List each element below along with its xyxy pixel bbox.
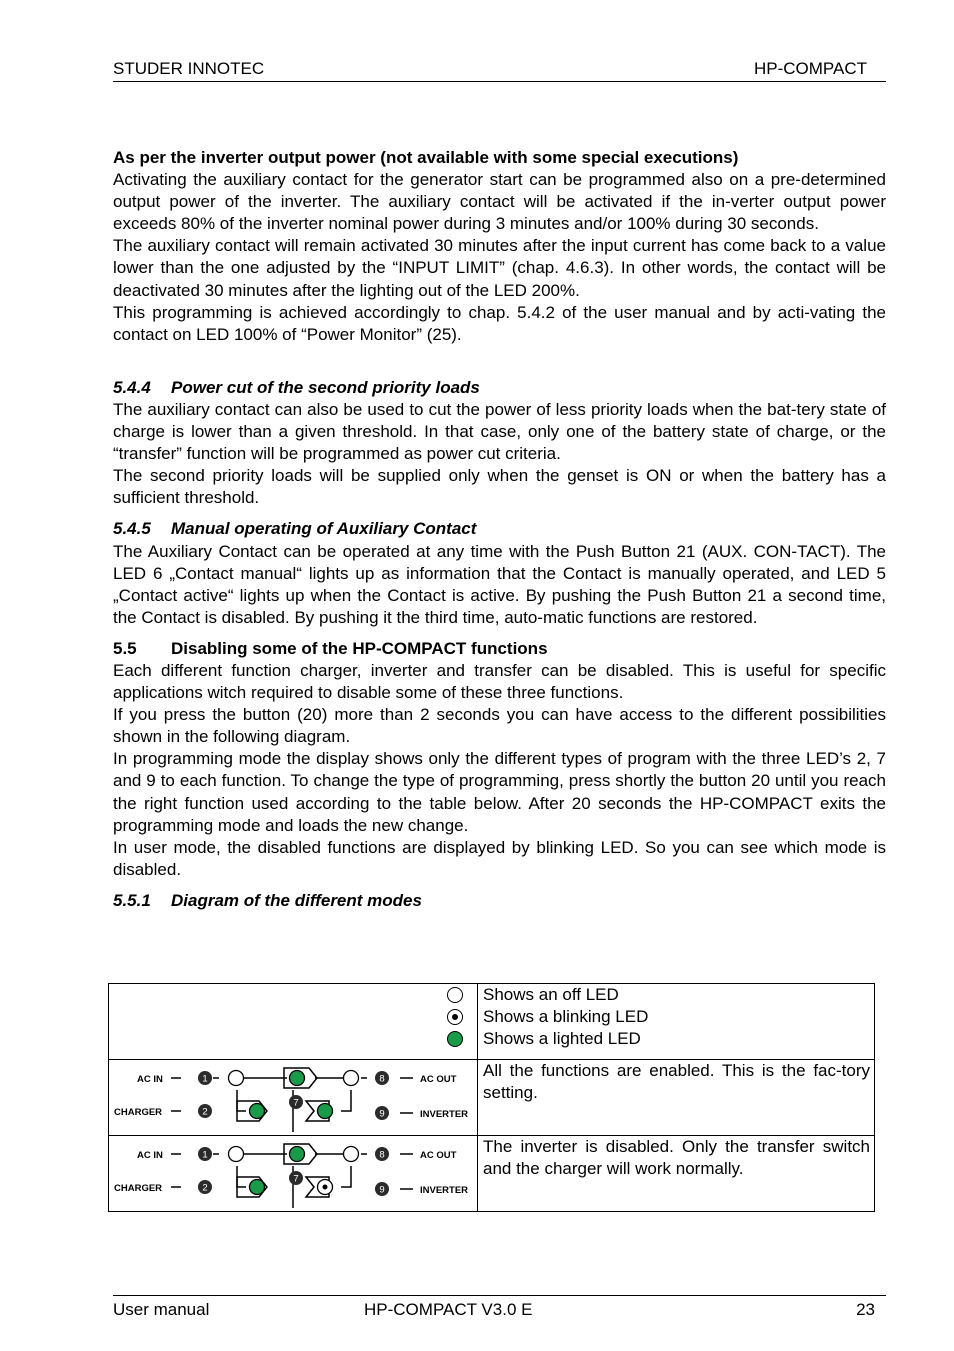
led-2-icon [250,1180,265,1195]
paragraph: In user mode, the disabled functions are displayed by blinking LED. So you can see which mode is disabled. [113,837,886,879]
led-off-icon [447,987,463,1003]
ac-in-label: AC IN [137,1150,163,1161]
led-9-blink-dot-icon [323,1185,328,1190]
legend-text-cell [478,984,875,1060]
legend-icons-cell [109,984,478,1060]
led-off-icon [344,1071,359,1086]
header-product: HP-COMPACT [753,59,867,78]
number-1-label: 1 [202,1149,208,1161]
led-inverter-on-icon [290,1071,305,1086]
led-off-icon [229,1147,244,1162]
number-7-label: 7 [293,1097,299,1109]
mode-row [109,1060,875,1136]
led-lighted-icon [447,1031,463,1047]
paragraph: This programming is achieved accordingly to chap. 5.4.2 of the user manual and by acti-vating the contact on LED 100% of “Power Monitor” (25). [113,302,886,344]
led-9-icon [318,1104,333,1119]
inverter-label: INVERTER [420,1109,469,1120]
heading-5-4-4 [113,377,886,399]
number-9-label: 9 [379,1108,385,1120]
mode-row [109,1136,875,1212]
section-number: 5.4.5 [113,519,151,539]
paragraph: If you press the button (20) more than 2 seconds you can have access to the different possibilities shown in the following diagram. [113,705,886,747]
number-1-label: 1 [202,1073,208,1085]
page-body [113,147,886,912]
section-title: Diagram of the different modes [171,890,422,910]
number-8-label: 8 [379,1073,385,1085]
heading-5-5 [113,638,886,660]
mode-description: The inverter is disabled. Only the transfer switch and the charger will work normally. [478,1136,875,1212]
led-2-icon [250,1104,265,1119]
ac-out-label: AC OUT [420,1074,457,1085]
paragraph: Activating the auxiliary contact for the generator start can be programmed also on a pre-determined output power of the inverter. The auxiliary contact will be activated if the in-verter output power exceeds 80% of the inverter nominal power during 3 minutes and/or 100% during 30 seconds. [113,170,886,234]
section-title: Manual operating of Auxiliary Contact [171,519,477,539]
diagram-cell [109,1136,478,1212]
section-number: 5.5.1 [113,890,151,910]
paragraph: Each different function charger, inverter and transfer can be disabled. This is useful for specific applications witch required to disable some of these three functions. [113,660,886,703]
legend-blink-label: Shows a blinking LED [483,1007,649,1026]
mode-description: All the functions are enabled. This is the fac-tory setting. [478,1060,875,1136]
ac-out-label: AC OUT [420,1150,457,1161]
heading-5-5-1 [113,890,886,912]
section-number: 5.4.4 [113,377,151,397]
mode-diagram-inverter-disabled [109,1136,477,1211]
number-9-label: 9 [379,1184,385,1196]
charger-label: CHARGER [114,1107,163,1118]
section-number: 5.5 [113,638,137,658]
ac-in-label: AC IN [137,1074,163,1085]
heading-output-power: As per the inverter output power (not available with some special executions) [113,148,739,167]
number-2-label: 2 [202,1182,208,1194]
diagram-cell [109,1060,478,1136]
number-8-label: 8 [379,1149,385,1161]
paragraph: The second priority loads will be supplied only when the genset is ON or when the battery has a sufficient threshold. [113,466,886,508]
inverter-label: INVERTER [420,1185,469,1196]
mode-diagram-all-enabled [109,1060,477,1135]
footer-document-version: HP-COMPACT V3.0 E [364,1300,533,1319]
header-company: STUDER INNOTEC [113,59,265,78]
modes-table [108,983,875,1212]
paragraph: The auxiliary contact can also be used to cut the power of less priority loads when the bat-tery state of charge is lower than a given threshold. In that case, only one of the battery state of charge, or the “transfer” function will be programmed as power cut criteria. [113,399,886,464]
paragraph: In programming mode the display shows only the different types of program with the three LED’s 2, 7 and 9 to each function. To change the type of programming, press shortly the button 20 until you reach the right function used according to the table below. After 20 seconds the HP-COMPACT exits the programming mode and loads the new change. [113,749,886,835]
paragraph: The Auxiliary Contact can be operated at any time with the Push Button 21 (AUX. CON-TACT). The LED 6 „Contact manual“ lights up as information that the Contact is manually operated, and LED 5 „Contact active“ lights up when the Contact is active. By pushing the Push Button 21 a second time, the Contact is disabled. By pushing it the third time, auto-matic functions are restored. [113,541,886,627]
number-7-label: 7 [293,1173,299,1185]
legend-row [109,984,875,1060]
footer-document-type: User manual [113,1300,210,1319]
paragraph: The auxiliary contact will remain activated 30 minutes after the input current has come back to a value lower than the one adjusted by the “INPUT LIMIT” (chap. 4.6.3). In other words, the contact will be deactivated 30 minutes after the lighting out of the LED 200%. [113,236,886,300]
legend-on-label: Shows a lighted LED [483,1029,641,1048]
led-inverter-on-icon [290,1147,305,1162]
page-header [113,59,886,82]
legend-off-label: Shows an off LED [483,985,619,1004]
number-2-label: 2 [202,1106,208,1118]
section-title: Power cut of the second priority loads [171,377,480,397]
charger-label: CHARGER [114,1183,163,1194]
led-off-icon [344,1147,359,1162]
heading-5-4-5 [113,518,886,540]
page-number: 23 [856,1300,875,1319]
led-blinking-icon [447,1009,463,1025]
led-off-icon [229,1071,244,1086]
section-title: Disabling some of the HP-COMPACT functions [171,638,548,658]
page-footer [113,1295,886,1319]
